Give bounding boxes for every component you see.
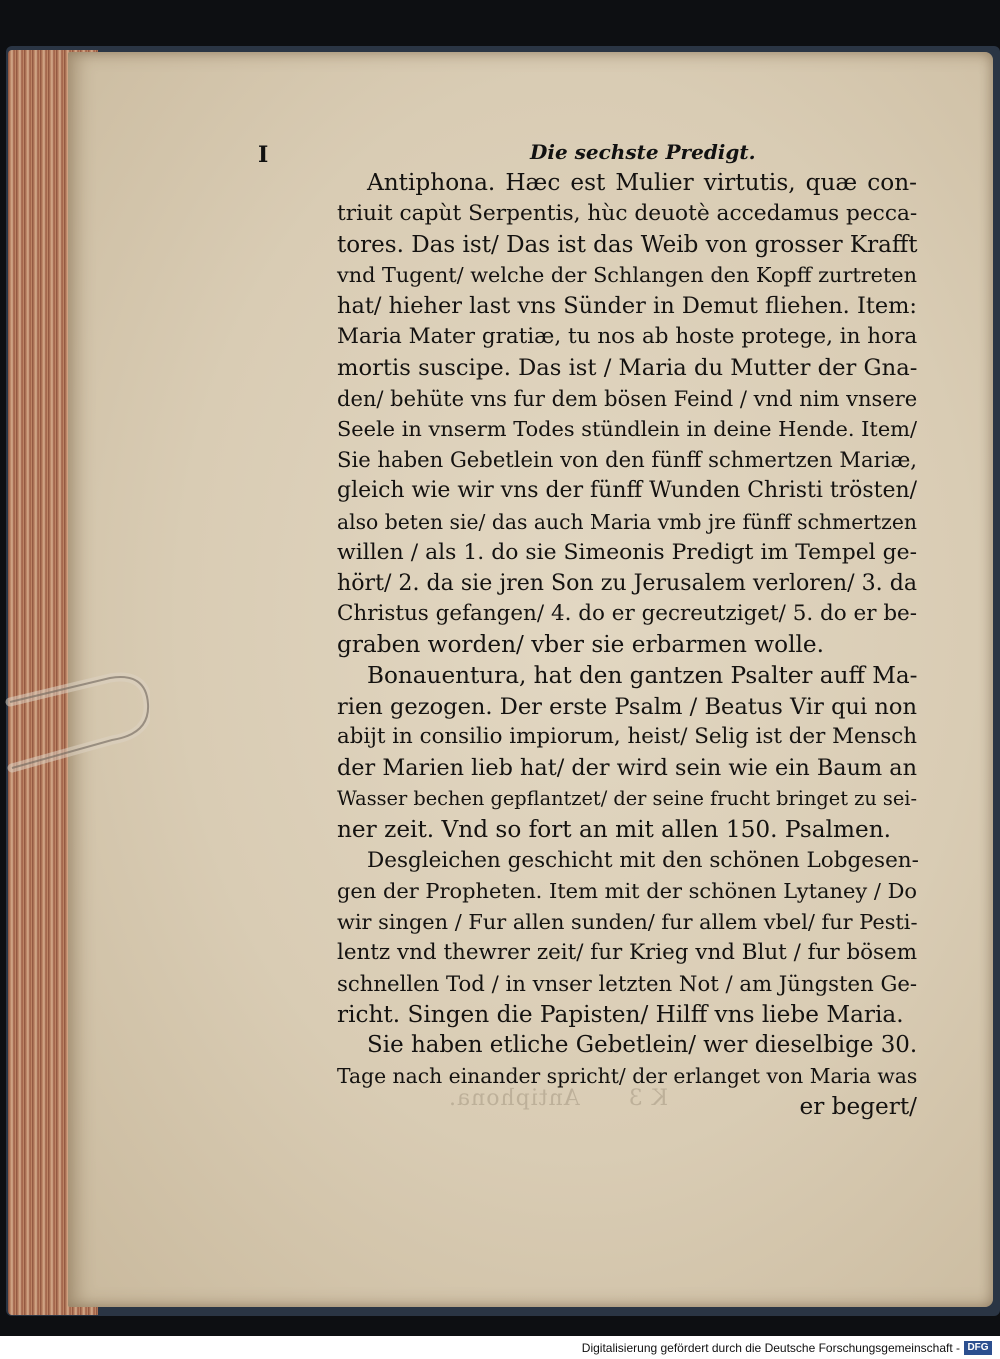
text-line: hört/ 2. da sie jren Son zu Jerusalem verloren/ 3. da (337, 570, 917, 597)
text-line: tores. Das ist/ Das ist das Weib von grosser Krafft (337, 231, 918, 258)
text-line: graben worden/ vber sie erbarmen wolle. (337, 630, 825, 658)
text-line: Christus gefangen/ 4. do er gecreutziget/ 5. do er be- (337, 601, 917, 627)
page-header (258, 140, 898, 168)
text-line: richt. Singen die Papisten/ Hilff vns liebe Maria. (337, 1000, 904, 1028)
text-line: Desgleichen geschicht mit den schönen Lobgesen- (367, 847, 919, 873)
text-line: Bonauentura, hat den gantzen Psalter auff Ma- (367, 662, 918, 689)
text-line: Tage nach einander spricht/ der erlanget von Maria was (337, 1064, 918, 1089)
text-line: vnd Tugent/ welche der Schlangen den Kopff zurtreten (337, 263, 917, 288)
digitization-credit-bar (0, 1336, 1000, 1359)
text-line: Wasser bechen gepflantzet/ der seine frucht bringet zu sei- (337, 786, 917, 810)
page-text (337, 168, 917, 1123)
dfg-logo: DFG (964, 1341, 992, 1355)
text-line: also beten sie/ das auch Maria vmb jre fünff schmertzen (337, 509, 917, 534)
text-line: Seele in vnserm Todes stündlein in deine Hende. Item/ (337, 417, 917, 442)
text-line: wir singen / Fur allen sunden/ fur allem vbel/ fur Pesti- (337, 910, 918, 935)
text-line: ner zeit. Vnd so fort an mit allen 150. Psalmen. (337, 815, 891, 843)
page-mark: I (258, 142, 269, 168)
text-line: Sie haben Gebetlein von den fünff schmertzen Mariæ, (337, 447, 917, 473)
text-line: Sie haben etliche Gebetlein/ wer dieselbige 30. (367, 1032, 918, 1059)
text-line: er begert/ (799, 1092, 917, 1120)
paper-clip (0, 668, 150, 788)
text-line: Maria Mater gratiæ, tu nos ab hoste protege, in hora (337, 323, 918, 349)
text-line: gen der Propheten. Item mit der schönen Lytaney / Do (337, 879, 917, 904)
text-line: triuit capùt Serpentis, hùc deuotè accedamus pecca- (337, 200, 918, 226)
text-line: schnellen Tod / in vnser letzten Not / am Jüngsten Ge- (337, 970, 918, 996)
text-line: willen / als 1. do sie Simeonis Predigt im Tempel ge- (337, 539, 917, 565)
text-line: gleich wie wir vns der fünff Wunden Christi trösten/ (337, 477, 918, 503)
text-line: abijt in consilio impiorum, heist/ Selig ist der Mensch (337, 724, 917, 750)
text-line: lentz vnd thewrer zeit/ fur Krieg vnd Blut / fur bösem (337, 939, 917, 965)
text-line: der Marien lieb hat/ der wird sein wie ein Baum an (337, 755, 917, 782)
text-line: hat/ hieher last vns Sünder in Demut fliehen. Item: (337, 293, 917, 320)
bleed-through-word: K 3 (627, 1086, 669, 1111)
running-head: Die sechste Predigt. (530, 140, 756, 164)
bleed-through-word: Antiphona. (448, 1086, 580, 1111)
text-line: Antiphona. Hæc est Mulier virtutis, quæ con- (367, 169, 917, 196)
text-line: den/ behüte vns fur dem bösen Feind / vnd nim vnsere (337, 385, 918, 411)
text-line: mortis suscipe. Das ist / Maria du Mutter der Gna- (337, 354, 918, 381)
text-line: rien gezogen. Der erste Psalm / Beatus Vir qui non (337, 693, 917, 720)
credit-text: Digitalisierung gefördert durch die Deutsche Forschungsgemeinschaft - (581, 1340, 960, 1355)
